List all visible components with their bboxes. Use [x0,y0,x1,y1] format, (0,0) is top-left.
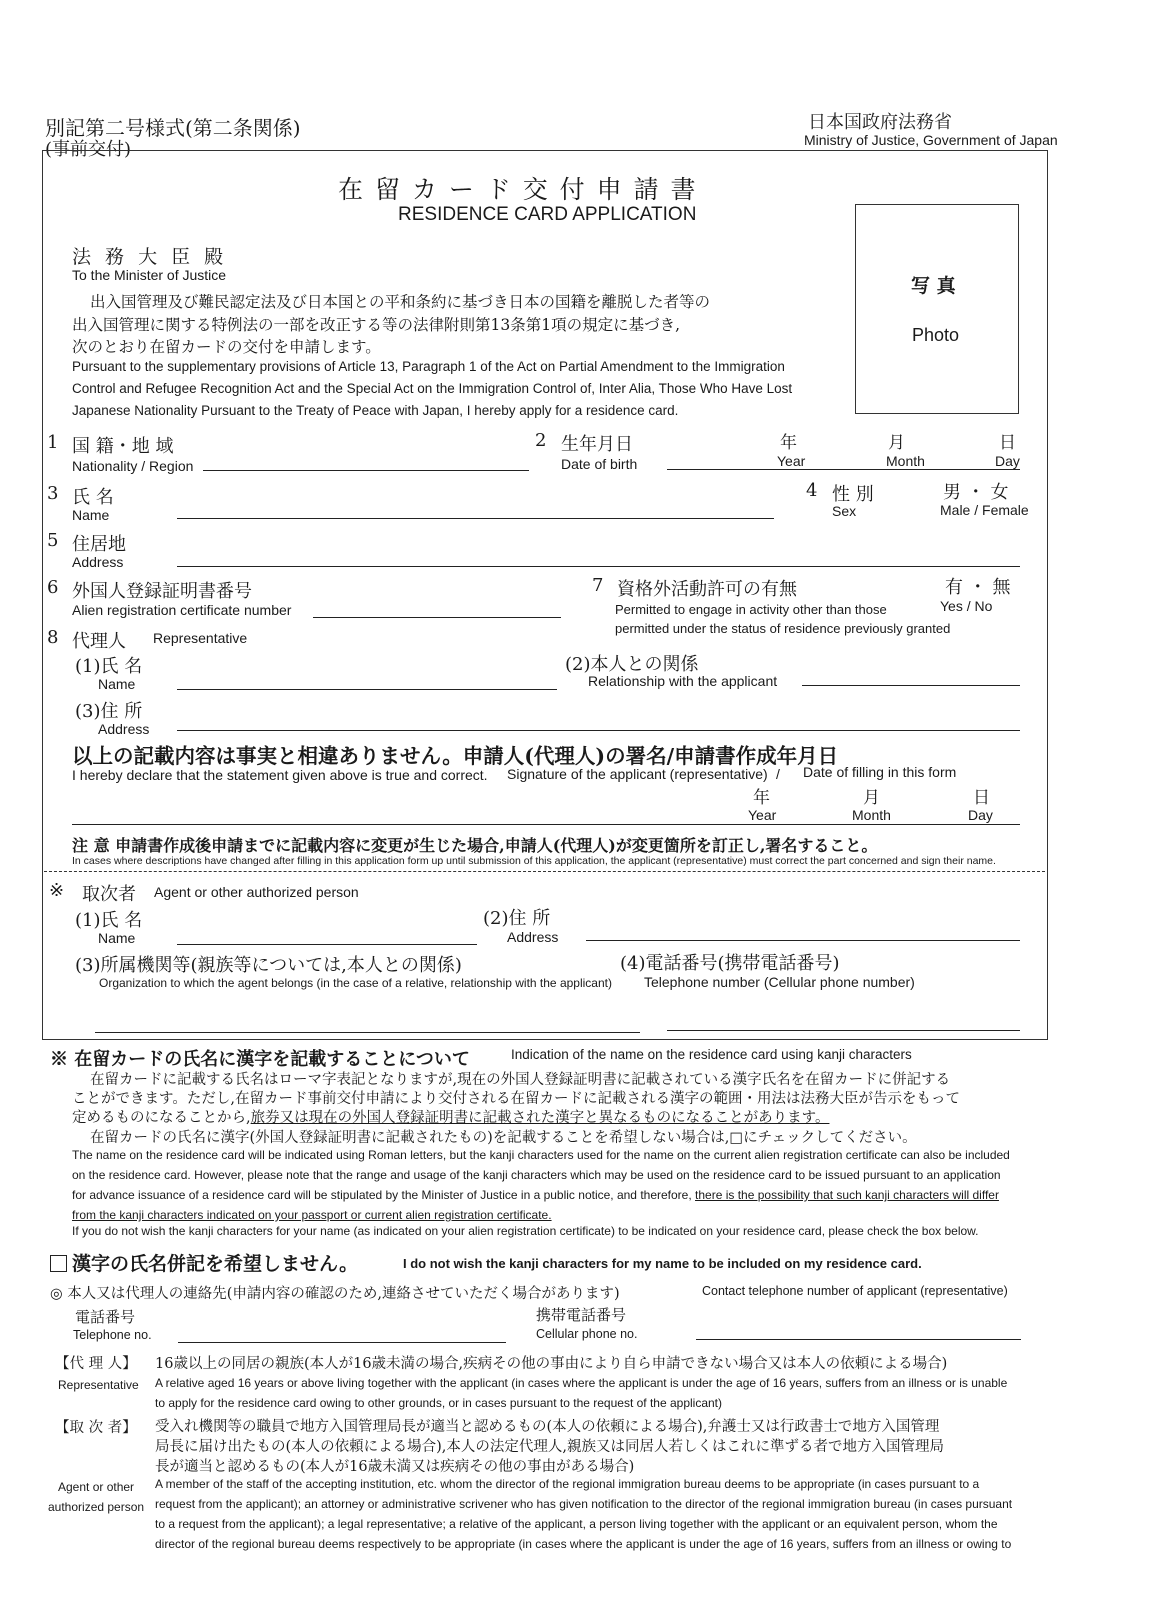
dob-year-jp: 年 [780,433,797,453]
agent-org-label-en: Organization to which the agent belongs (in the case of a relative, relationship with the applicant) [99,976,612,990]
sig-day-jp: 日 [973,788,990,808]
agent-org-input-line[interactable] [95,1032,640,1033]
note-agent-jp-2: 局長に届け出たもの(本人の依頼による場合),本人の法定代理人,親族又は同居人若しくはこれに準ずる者で地方入国管理局 [155,1439,945,1455]
rep-address-label-en: Address [98,721,150,737]
kanji-note-jp-3a: 定めるものになることから, [72,1110,251,1126]
kanji-note-en-2: on the residence card. However, please note that the range and usage of the kanji characters which may be used on the residence card to be issued pursuant to an application [72,1168,1001,1182]
dob-label-jp: 生年月日 [561,434,633,455]
note-agent-en-2: request from the applicant); an attorney or administrative scrivener who has given notification to the director of the regional immigration bureau (in cases pursuant [155,1497,1013,1511]
kanji-note-jp-1: 在留カードに記載する氏名はローマ字表記となりますが,現在の外国人登録証明書に記載されている漢字氏名を在留カードに併記する [90,1072,951,1088]
kanji-note-en-1: The name on the residence card will be indicated using Roman letters, but the kanji characters used for the name on the current alien registration certificate can also be included [72,1148,1010,1162]
dob-month-en: Month [886,453,925,469]
activity-permit-label-en-1: Permitted to engage in activity other than those [615,602,887,617]
photo-box[interactable] [855,204,1019,414]
dob-year-en: Year [777,453,806,469]
agent-phone-label-en: Telephone number (Cellular phone number) [644,974,915,990]
cell-label-en: Cellular phone no. [536,1327,638,1341]
rep-name-label-jp: (1)氏 名 [75,656,143,677]
kanji-note-en-5: If you do not wish the kanji characters for your name (as indicated on your alien registration certificate) to be indicated on your residence card, please check the box below. [72,1224,979,1238]
field-7-number: 7 [592,575,604,596]
nationality-label-jp: 国 籍・地 域 [72,436,174,457]
agent-phone-input-line[interactable] [667,1030,1020,1031]
declaration-en: I hereby declare that the statement given above is true and correct. [72,767,488,783]
addressee-jp: 法 務 大 臣 殿 [72,246,228,268]
dob-label-en: Date of birth [561,456,638,472]
rep-relationship-input-line[interactable] [802,685,1020,686]
sig-month-en: Month [852,807,891,823]
note-rep-label-jp: 【代 理 人】 [55,1356,137,1372]
yes-no-options-jp[interactable]: 有 ・ 無 [945,577,1011,598]
caution-jp: 注 意 申請書作成後申請までに記載内容に変更が生じた場合,申請人(代理人)が変更箇所を訂正し,署名すること。 [72,836,878,855]
sex-options-en: Male / Female [940,502,1029,518]
sex-label-jp: 性 別 [832,484,874,505]
nationality-label-en: Nationality / Region [72,458,194,474]
rep-relationship-label-en: Relationship with the applicant [588,673,778,689]
alien-reg-label-jp: 外国人登録証明書番号 [72,581,252,602]
sig-year-jp: 年 [753,788,770,808]
kanji-note-en-3 [72,1188,999,1202]
note-agent-jp-1: 受入れ機関等の職員で地方入国管理局長が適当と認めるもの(本人の依頼による場合),弁護士又は行政書士で地方入国管理 [155,1419,940,1435]
note-rep-label-en: Representative [58,1378,139,1392]
representative-label-jp: 代理人 [72,631,126,652]
sig-month-jp: 月 [863,788,880,808]
agent-label-en: Agent or other authorized person [154,884,359,900]
kanji-note-jp-3b: 旅券又は現在の外国人登録証明書に記載された漢字と異なるものになることがあります。 [250,1110,830,1126]
preamble-jp-3: 次のとおり在留カードの交付を申請します。 [72,338,381,356]
tel-label-en: Telephone no. [73,1328,152,1342]
declaration-slash: / [776,766,780,782]
rep-name-input-line[interactable] [177,689,557,690]
nationality-input-line[interactable] [203,470,529,471]
agent-mark: ※ [49,880,65,901]
kanji-note-heading-en: Indication of the name on the residence card using kanji characters [511,1047,912,1062]
rep-address-label-jp: (3)住 所 [75,701,143,722]
preamble-en-2: Control and Refugee Recognition Act and the Special Act on the Immigration Control of, Inter Alia, Those Who Have Lost [72,381,793,396]
note-rep-en-1: A relative aged 16 years or above living together with the applicant (in cases where the applicant is under the age of 16 years, suffers from an illness or is unable [155,1376,1008,1390]
cell-label-jp: 携帯電話番号 [536,1306,627,1324]
kanji-note-heading-jp: ※ 在留カードの氏名に漢字を記載することについて [50,1049,470,1070]
contact-heading-en: Contact telephone number of applicant (representative) [702,1284,1008,1298]
signature-label-en: Signature of the applicant (representative) [507,766,768,782]
dob-day-en: Day [995,453,1020,469]
kanji-note-en-3a: for advance issuance of a residence card will be stipulated by the Minister of Justice in a public notice, and therefore, [72,1188,692,1202]
photo-label-en: Photo [912,325,960,345]
note-rep-jp: 16歳以上の同居の親族(本人が16歳未満の場合,疾病その他の事由により自ら申請できない場合又は本人の依頼による場合) [155,1356,948,1372]
sig-year-en: Year [748,807,777,823]
preamble-en-3: Japanese Nationality Pursuant to the Treaty of Peace with Japan, I hereby apply for a residence card. [72,403,679,418]
address-label-en: Address [72,554,124,570]
note-agent-label-en-2: authorized person [48,1500,145,1514]
caution-en: In cases where descriptions have changed after filling in this application form up until submission of this application, the applicant (representative) must correct the part concerned and sign their name. [72,855,996,867]
activity-permit-label-jp: 資格外活動許可の有無 [617,579,797,600]
field-1-number: 1 [47,432,59,453]
form-note: (事前交付) [45,139,132,160]
alien-reg-label-en: Alien registration certificate number [72,602,292,618]
field-4-number: 4 [806,480,818,501]
note-rep-en-2: to apply for the residence card owing to other grounds, or in cases pursuant to the request of the applicant) [155,1396,723,1410]
note-agent-en-4: director of the regional bureau deems respectively to be appropriate (in cases where the applicant is under the age of 16 years, suffers from an illness or owing to [155,1537,1012,1551]
agent-name-label-en: Name [98,930,136,946]
field-5-number: 5 [47,530,59,551]
tel-label-jp: 電話番号 [75,1308,136,1326]
signature-input-line[interactable] [72,824,1020,825]
note-agent-en-3: to a request from the applicant); a legal representative; a relative of the applicant, a person living together with the applicant or an equivalent person, whom the [155,1517,998,1531]
name-label-jp: 氏 名 [72,487,114,508]
agent-address-label-jp: (2)住 所 [483,908,551,929]
field-2-number: 2 [535,430,547,451]
name-input-line[interactable] [177,518,774,519]
title-jp: 在 留 カ ー ド 交 付 申 請 書 [338,175,698,204]
address-label-jp: 住居地 [72,534,126,555]
kanji-note-jp-3 [72,1106,829,1127]
address-input-line[interactable] [177,566,1020,567]
ministry-en: Ministry of Justice, Government of Japan [804,132,1058,148]
sex-label-en: Sex [832,503,857,519]
contact-heading-jp: ◎ 本人又は代理人の連絡先(申請内容の確認のため,連絡させていただく場合があります) [50,1286,620,1302]
preamble-jp-2: 出入国管理に関する特例法の一部を改正する等の法律附則第13条第1項の規定に基づき, [72,316,681,334]
agent-phone-label-jp: (4)電話番号(携帯電話番号) [620,953,840,974]
dob-input-line[interactable] [667,469,1020,470]
note-agent-label-en-1: Agent or other [58,1480,135,1494]
dob-day-jp: 日 [999,433,1016,453]
alien-reg-input-line[interactable] [313,617,561,618]
agent-name-input-line[interactable] [177,944,477,945]
tel-input-line[interactable] [178,1342,506,1343]
rep-name-label-en: Name [98,676,136,692]
form-number: 別記第二号様式(第二条関係) [45,116,301,140]
activity-permit-label-en-2: permitted under the status of residence previously granted [615,621,951,636]
kanji-note-en-3b: there is the possibility that such kanji characters will differ [695,1188,999,1202]
dob-month-jp: 月 [888,433,905,453]
name-label-en: Name [72,507,110,523]
kanji-optout-label-en: I do not wish the kanji characters for my name to be included on my residence card. [403,1256,922,1271]
yes-no-options-en: Yes / No [940,598,993,614]
rep-address-input-line[interactable] [177,730,1020,731]
note-agent-jp-3: 長が適当と認めるもの(本人が16歳未満又は疾病その他の事由がある場合) [155,1459,635,1475]
addressee-en: To the Minister of Justice [72,267,227,283]
ministry-jp: 日本国政府法務省 [808,112,952,133]
agent-name-label-jp: (1)氏 名 [75,910,143,931]
declaration-jp: 以上の記載内容は事実と相違ありません。申請人(代理人)の署名/申請書作成年月日 [72,744,839,768]
kanji-optout-label-jp: 漢字の氏名併記を希望しません。 [72,1253,359,1275]
rep-relationship-label-jp: (2)本人との関係 [565,654,699,675]
representative-label-en: Representative [153,630,248,646]
sig-day-en: Day [968,807,993,823]
agent-address-input-line[interactable] [586,940,1020,941]
title-en: RESIDENCE CARD APPLICATION [398,204,697,225]
sex-options-jp[interactable]: 男 ・ 女 [943,482,1009,503]
note-agent-label-jp: 【取 次 者】 [55,1420,137,1436]
kanji-note-jp-2: ことができます。ただし,在留カード事前交付申請により交付される在留カードに記載される漢字の範囲・用法は法務大臣が告示をもって [72,1091,960,1107]
photo-label-jp: 写 真 [911,275,956,297]
kanji-optout-checkbox[interactable] [50,1255,67,1272]
agent-org-label-jp: (3)所属機関等(親族等については,本人との関係) [75,955,462,976]
kanji-note-jp-4: 在留カードの氏名に漢字(外国人登録証明書に記載されたもの)を記載することを希望しない場合は,□にチェックしてください。 [90,1130,917,1146]
kanji-note-en-4: from the kanji characters indicated on your passport or current alien registration certificate. [72,1208,552,1222]
preamble-jp-1: 出入国管理及び難民認定法及び日本国との平和条約に基づき日本の国籍を離脱した者等の [90,293,711,311]
preamble-en-1: Pursuant to the supplementary provisions of Article 13, Paragraph 1 of the Act on Partial Amendment to the Immigration [72,359,785,374]
date-filling-label-en: Date of filling in this form [803,764,957,780]
agent-section-divider [44,871,1045,872]
field-3-number: 3 [47,483,59,504]
field-8-number: 8 [47,627,59,648]
cell-input-line[interactable] [696,1339,1021,1340]
agent-label-jp: 取次者 [82,884,136,905]
field-6-number: 6 [47,577,59,598]
agent-address-label-en: Address [507,929,559,945]
note-agent-en-1: A member of the staff of the accepting institution, etc. whom the director of the regional immigration bureau deems to be appropriate (in cases pursuant to a [155,1477,980,1491]
